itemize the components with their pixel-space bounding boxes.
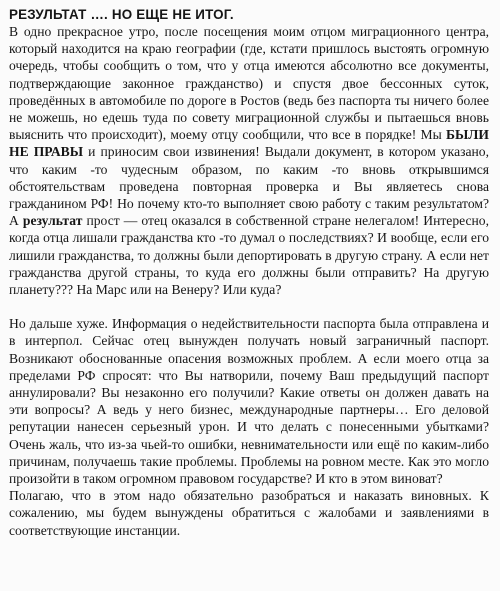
paragraph-3: Полагаю, что в этом надо обязательно разобраться и наказать виновных. К сожалению, мы будем вынуждены обратиться с жалобами и заявлениями в соответствующие инстанции. — [9, 488, 489, 538]
paragraph-1-bold-word: результат — [22, 213, 83, 229]
paragraph-1 — [9, 23, 489, 298]
paragraph-1-text-a: В одно прекрасное утро, после посещения моим отцом миграционного центра, который находится на краю географии (где, кстати пришлось выстоять огромную очередь, чтобы сообщить о том, что у отца имеются абсолютно все документы, подтверждающие законное гражданство) и спустя двое бессонных суток, проведённых в автомобиле по дороге в Ростов (ведь без паспорта ты ничего более не можешь, но едешь туда по совету миграционной службы и пытаешься вновь выяснить что происходит), моему отцу сообщили, что все в порядке! Мы — [9, 24, 489, 143]
article-body — [9, 6, 489, 539]
paragraph-2: Но дальше хуже. Информация о недействительности паспорта была отправлена и в интерпол. Сейчас отец вынужден получать новый заграничный паспорт. Возникают обоснованные опасения возможных проблем. А если моего отца за пределами РФ спросят: что Вы натворили, почему Ваш предыдущий паспорт аннулировали? Вы незаконно его получили? Какие ответы он должен давать на эти вопросы? А ведь у него бизнес, международные партнеры… Его деловой репутации нанесен серьезный урон. И что делать с понесенными убытками? Очень жаль, что из-за чьей-то ошибки, невнимательности или ещё по каким-либо причинам, получаешь такие проблемы. Проблемы на ровном месте. Как это могло произойти в таком огромном правовом государстве? И кто в этом виноват? — [9, 316, 489, 487]
paragraph-1-bold-phrase: БЫЛИ НЕ ПРАВЫ — [9, 127, 489, 160]
paragraph-1-text-c: и приносим свои извинения! Выдали документ, в котором указано, что каким -то чудесным образом, по каким -то вновь открывшимся обстоятельствам проведена повторная проверка и Вы являетесь снова гражданином РФ! Но почему кто-то выполняет свою работу с таким результатом? А — [9, 144, 489, 229]
document-title: РЕЗУЛЬТАТ …. НО ЕЩЕ НЕ ИТОГ. — [9, 7, 234, 22]
paragraph-1-text-e: прост — отец оказался в собственной стране нелегалом! Интересно, когда отца лишали гражданства кто -то думал о последствиях? И вообще, если его лишили гражданства, то должны были депортировать в другую страну. А если нет гражданства другой страны, то куда его должны были отправить? На другую планету??? На Марс или на Венеру? Или куда? — [9, 213, 490, 298]
